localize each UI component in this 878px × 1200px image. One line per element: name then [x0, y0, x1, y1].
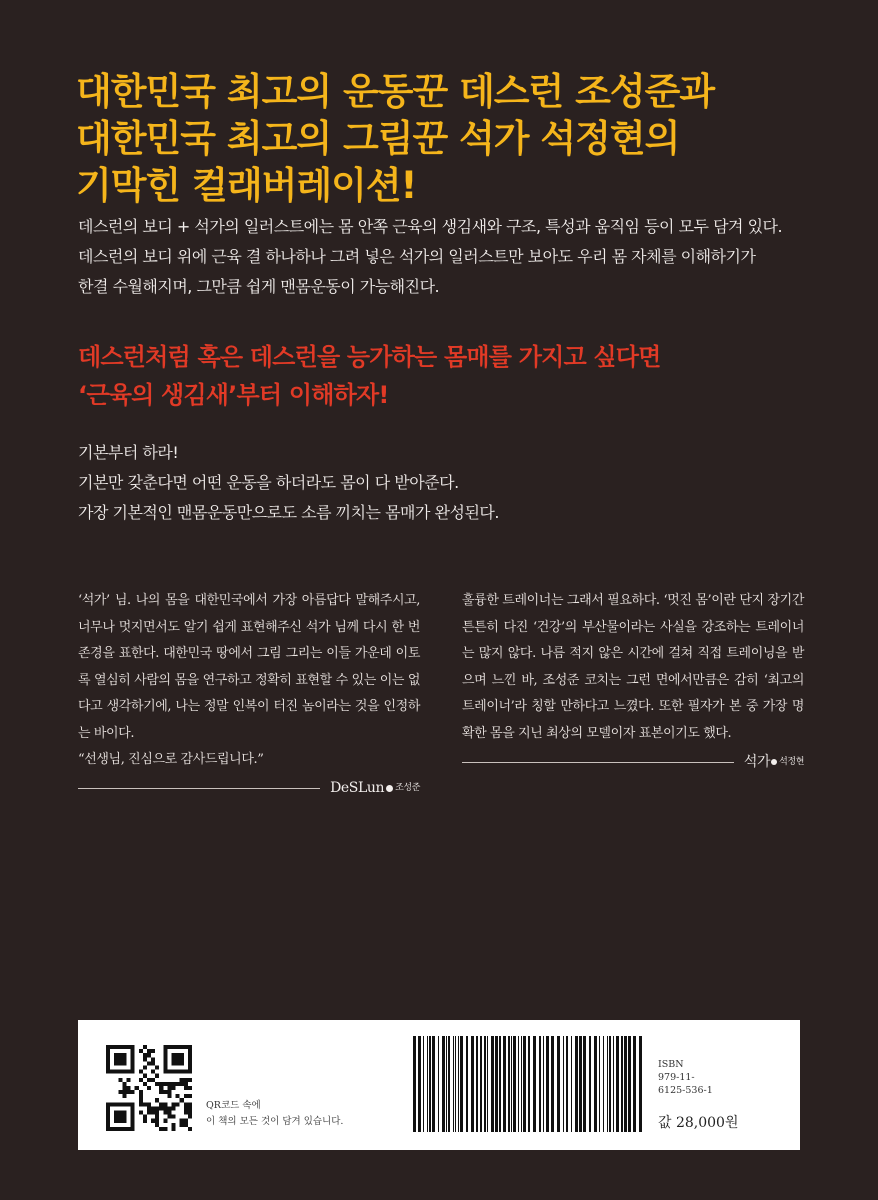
basics-line-2: 기본만 갖춘다면 어떤 운동을 하더라도 몸이 다 받아준다. — [78, 473, 459, 492]
intro-line-3: 한결 수월해지며, 그만큼 쉽게 맨몸운동이 가능해진다. — [78, 277, 440, 296]
barcode-panel — [78, 1020, 800, 1150]
isbn-number — [658, 1058, 713, 1097]
isbn-line-3: 6125-536-1 — [658, 1085, 713, 1096]
basics-line-1: 기본부터 하라! — [78, 443, 179, 462]
signature-korean-name: 석정현 — [779, 756, 804, 767]
qr-note-line-1: QR코드 속에 — [206, 1100, 261, 1111]
testimonial-right-text: 훌륭한 트레이너는 그래서 필요하다. ‘멋진 몸’이란 단지 장기간 튼튼히 다진 ‘건강’의 부산물이라는 사실을 강조하는 트레이너는 많지 않다. 나름 적지 않은 시간에 걸쳐 직접 트레이닝을 받으며 느낀 바, 조성준 코치는 그런 면에서만큼은 감히 ‘최고의 트레이너’라 칭할 만하다고 느꼈다. 또한 필자가 본 중 가장 명확한 몸을 지닌 최상의 모델이자 표본이기도 했다. — [462, 593, 804, 741]
qr-code-icon — [106, 1045, 192, 1131]
isbn-line-2: 979-11- — [658, 1072, 695, 1083]
headline-line-2: 대한민국 최고의 그림꾼 석가 석정현의 — [76, 117, 680, 160]
signature-line — [462, 762, 734, 763]
red-tagline-line-2: ‘근육의 생김새’부터 이해하자! — [78, 381, 389, 409]
signature-korean-name: 조성준 — [395, 783, 420, 794]
testimonial-left-text: ‘석가’ 님. 나의 몸을 대한민국에서 가장 아름답다 말해주시고, 너무나 멋지면서도 알기 쉽게 표현해주신 석가 님께 다시 한 번 존경을 표한다. 대한민국 땅에서 그림 그리는 이들 가운데 이토록 열심히 사람의 몸을 연구하고 정확히 표현할 수 있는 이는 없다고 생각하기에, 나는 정말 인복이 터진 놈이라는 것을 인정하는 바이다. “선생님, 진심으로 감사드립니다.” — [78, 593, 420, 767]
headline — [76, 68, 836, 209]
headline-line-1: 대한민국 최고의 운동꾼 데스런 조성준과 — [76, 70, 715, 113]
headline-line-3: 기막힌 컬래버레이션! — [76, 164, 417, 207]
signature-name: 석가 — [743, 753, 771, 770]
intro-line-2: 데스런의 보디 위에 근육 결 하나하나 그려 넣은 석가의 일러스트만 보아도 우리 몸 자체를 이해하기가 — [78, 247, 756, 266]
bullet-dot-icon — [386, 785, 393, 792]
basics-paragraph — [78, 438, 838, 528]
qr-note-line-2: 이 책의 모든 것이 담겨 있습니다. — [206, 1116, 344, 1127]
testimonial-left — [78, 588, 420, 800]
signature-line — [78, 788, 320, 789]
signature-right — [462, 751, 804, 773]
red-tagline — [78, 338, 838, 414]
testimonial-right — [462, 588, 804, 773]
intro-line-1: 데스런의 보디 + 석가의 일러스트에는 몸 안쪽 근육의 생김새와 구조, 특성과 움직임 등이 모두 담겨 있다. — [78, 217, 783, 236]
red-tagline-line-1: 데스런처럼 혹은 데스런을 능가하는 몸매를 가지고 싶다면 — [78, 343, 661, 371]
qr-note — [206, 1098, 343, 1130]
basics-line-3: 가장 기본적인 맨몸운동만으로도 소름 끼치는 몸매가 완성된다. — [78, 503, 499, 522]
isbn-barcode-icon — [413, 1036, 646, 1132]
signature-left — [78, 778, 420, 800]
bullet-dot-icon — [771, 759, 777, 765]
intro-paragraph — [78, 212, 838, 302]
isbn-line-1: ISBN — [658, 1059, 684, 1070]
price-label: 값 28,000원 — [658, 1115, 739, 1131]
signature-name: DeSLun — [330, 780, 385, 797]
